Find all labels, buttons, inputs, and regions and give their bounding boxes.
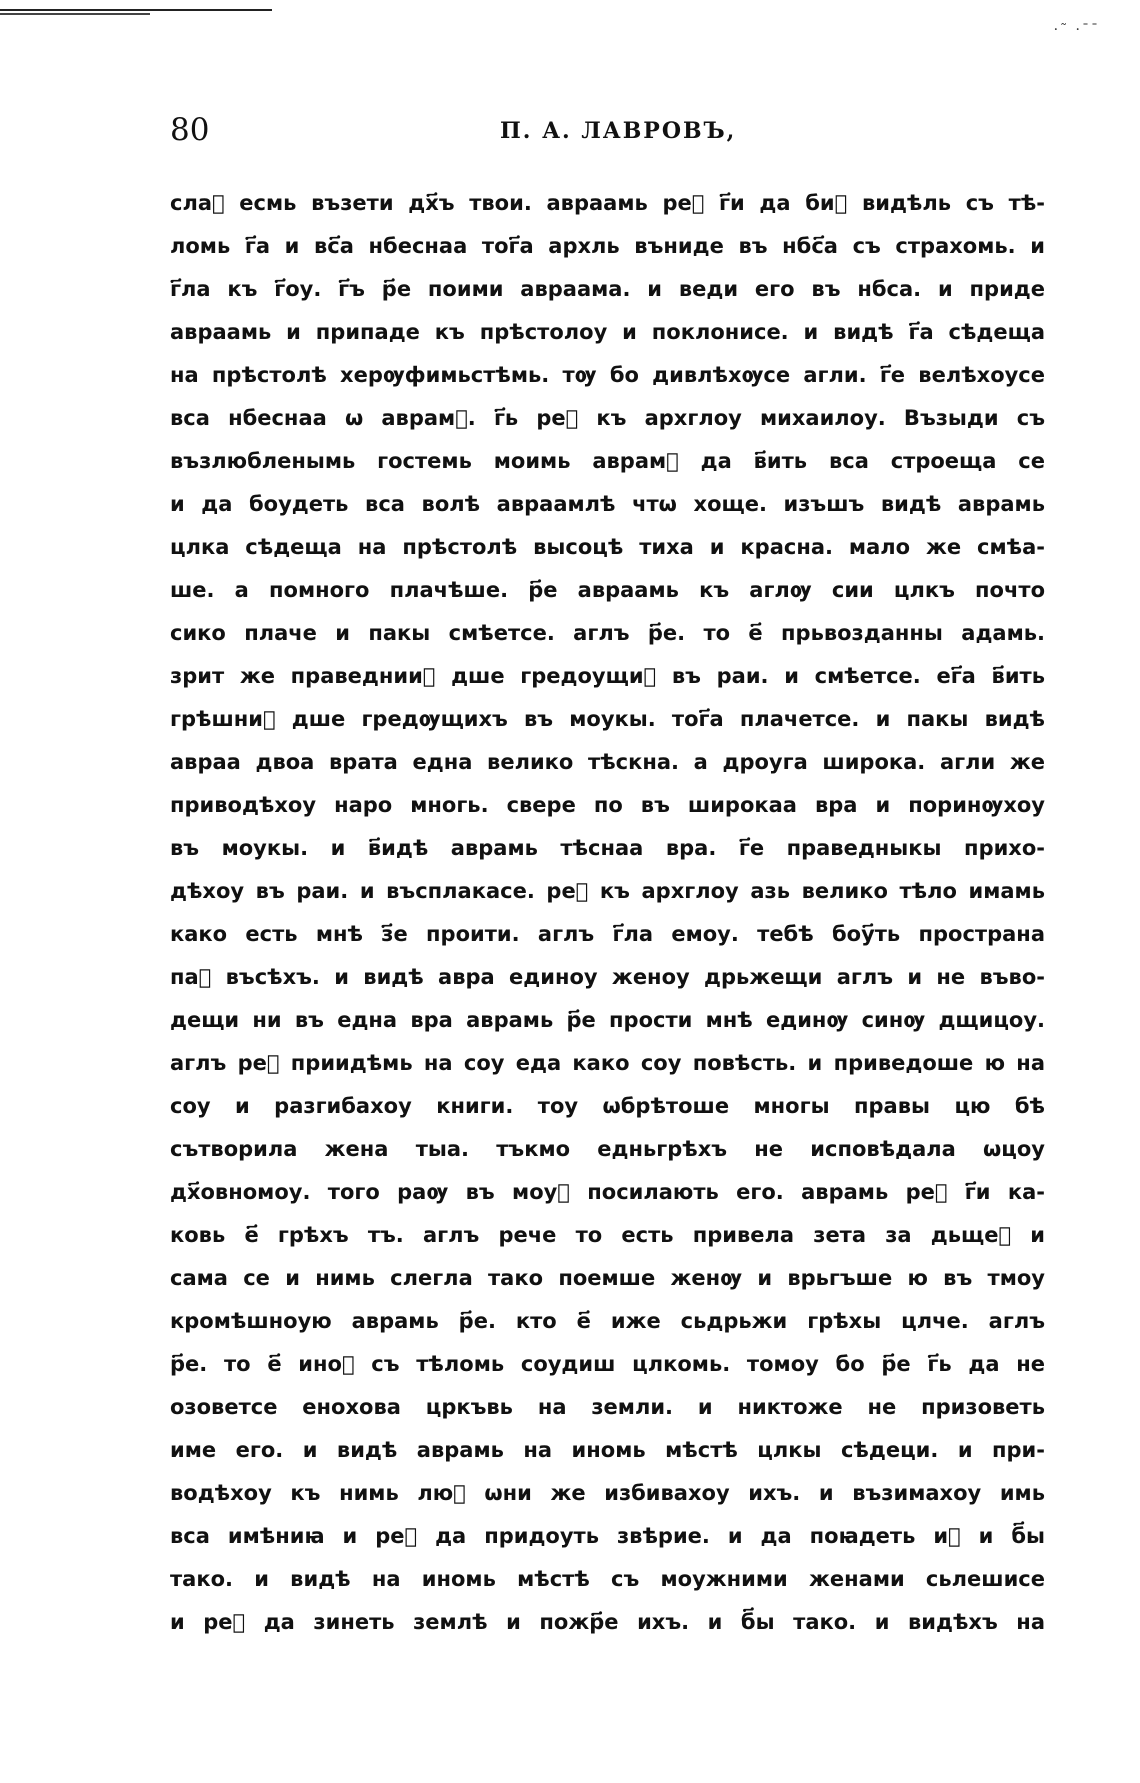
text-line: кромѣшноую аврамь р҃е. кто е҃ иже сьдрьжи грѣхы цлче. аглъ [170,1309,1045,1333]
text-line: авраа двоа врата една велико тѣскна. а дроуга широка. агли же [170,750,1045,774]
text-line: тако. и видѣ на иномь мѣстѣ съ моужними женами сьлешисе [170,1567,1045,1591]
page-header [170,112,980,152]
text-line: слаᷬ есмь възети дх҃ъ твои. авраамь ре᷑ г҃и да биᷛ видѣль съ тѣ- [170,191,1045,215]
text-line: вса нбеснаа ѡ аврамᷠ. г҃ь ре᷑ къ архглоу михаилоу. Възыди съ [170,406,1045,430]
text-line: озоветсе енохова цркъвь на земли. и никтоже не призоветь [170,1395,1045,1419]
text-line: сико плаче и пакы смѣетсе. аглъ р҃е. то е҃ прьвозданны адамь. [170,621,1045,645]
text-line: па᷑ въсѣхъ. и видѣ авра единоу женоу дрьжещи аглъ и не въво- [170,965,1045,989]
text-line: и ре᷑ да зинеть землѣ и пожр҃е ихъ. и б҃ы тако. и видѣхъ на [170,1610,1045,1634]
text-line: како есть мнѣ з҃е проити. аглъ г҃ла емоу. тебѣ боу҃ть пространа [170,922,1045,946]
text-line: аглъ ре᷑ приидѣмь на соу еда како соу повѣсть. и приведоше ю на [170,1051,1045,1075]
text-line: ше. а помного плачѣше. р҃е авраамь къ аглѹ сии цлкъ почто [170,578,1045,602]
text-line: грѣшниᷛ дше гредѹщихъ въ моукы. тог҃а плачетсе. и пакы видѣ [170,707,1045,731]
text-line: г҃ла къ г҃оу. г҃ъ р҃е поими авраама. и веди его въ нбса. и приде [170,277,1045,301]
running-head: П. А. ЛАВРОВЪ, [500,118,737,144]
text-line: дх҃овномоу. того раѹ въ моуᷦ посилають его. аврамь ре᷑ г҃и ка- [170,1180,1045,1204]
text-line: цлка сѣдеща на прѣстолѣ высоцѣ тиха и красна. мало же смѣа- [170,535,1045,559]
text-line: приводѣхоу наро многь. свере по въ широкаа вра и поринѹхоу [170,793,1045,817]
text-line: и да боудеть вса волѣ авраамлѣ чтѡ хоще. изъшъ видѣ аврамь [170,492,1045,516]
body-text [170,182,1045,1644]
text-line: р҃е. то е҃ иноᷛ съ тѣломь соудиш цлкомь. томоу бо р҃е г҃ь да не [170,1352,1045,1376]
text-line: на прѣстолѣ херѹфимьстѣмь. тѹ бо дивлѣхѹсе агли. г҃е велѣхоусе [170,363,1045,387]
top-rule [0,9,272,11]
text-line: вса имѣниꙗ и ре᷑ да придоуть звѣрие. и да поꙗдеть иᷛ и б҃ы [170,1524,1045,1548]
top-rule-thin [0,13,150,15]
text-line: соу и разгибахоу книги. тоу ѡбрѣтоше многы правы цю бѣ [170,1094,1045,1118]
text-line: име его. и видѣ аврамь на иномь мѣстѣ цлкы сѣдеци. и при- [170,1438,1045,1462]
page-number: 80 [170,112,210,148]
text-line: водѣхоу къ нимь люᷤ ѡни же избивахоу ихъ. и възимахоу имь [170,1481,1045,1505]
text-line: възлюбленымь гостемь моимь аврамᷟ да в҃ить вса строеща сe [170,449,1045,473]
corner-marks: ·˜ ·ˉˉ [1053,22,1100,38]
text-line: зрит же праведнииᷛ дше гредоущиᷛ въ раи. и смѣетсе. ег҃а в҃ить [170,664,1045,688]
text-line: сътворила жена тыа. тъкмо едньгрѣхъ не исповѣдала ѡцоу [170,1137,1045,1161]
text-line: въ моукы. и в҃идѣ аврамь тѣснаа вра. г҃е праведныкы прихо- [170,836,1045,860]
text-line: ломь г҃а и вс҃а нбеснаа тог҃а архль вънидe въ нбс҃а съ страхомь. и [170,234,1045,258]
text-line: авраамь и припаде къ прѣстолоу и поклонисе. и видѣ г҃а сѣдеща [170,320,1045,344]
text-line: дещи ни въ една вра аврамь р҃е прости мнѣ единѹ синѹ дщицоу. [170,1008,1045,1032]
text-line: дѣхоу въ раи. и въсплакасе. ре᷑ къ архглоу азь велико тѣло имамь [170,879,1045,903]
text-line: ковь е҃ грѣхъ тъ. аглъ рече то есть привела зета за дьщеᷬ и [170,1223,1045,1247]
text-line: сама се и нимь слегла тако поемше женѹ и врьгъше ю въ тмоу [170,1266,1045,1290]
